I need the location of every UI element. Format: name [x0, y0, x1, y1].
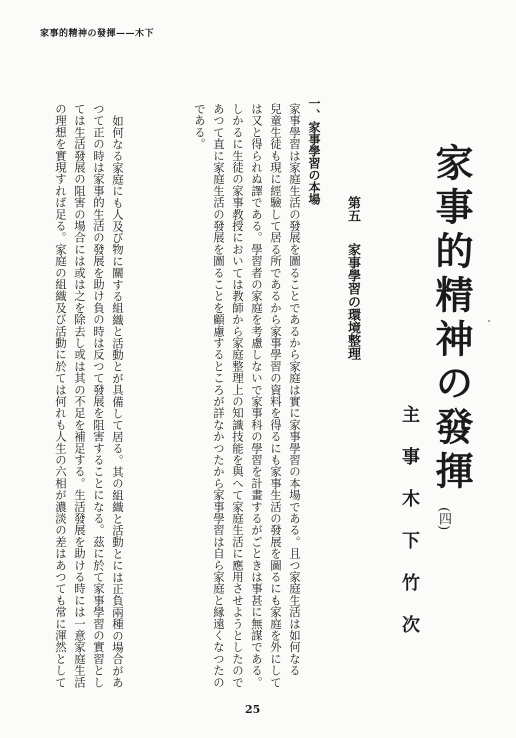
chapter-title: 家事學習の環境整理 [345, 243, 360, 360]
section-heading: 一、家事學習の本場 [307, 97, 321, 205]
body-line: あつて直に家庭生活の發展を圖ることを顧慮するところが詳なかつたから家事學習は自ら家庭と縁遠くなつたの [212, 103, 226, 688]
body-line: 兒童生徒も現に經驗して居る所であるから家事學習の資料を得るにも家事生活の發展を圖るにも家庭を外にして [269, 103, 283, 688]
body-line: 如何なる家庭にも人及び物に關する組織と活動とが具備して居る。其の組織と活動とには正負兩種の場合があ [111, 115, 125, 689]
running-header: 家事的精神の發揮——木下 [40, 29, 155, 39]
article-part-number: (四) [436, 507, 451, 531]
body-line: は又と得られぬ譯である。學習者の家庭を考慮しないで家事科の學習を計畫するがごときは事甚に無謀である。 [250, 103, 264, 688]
chapter-number: 第五 [345, 196, 360, 222]
paper-speck [488, 320, 490, 322]
body-line: しかるに生徒の家事教授においては教師から家庭整理上の知識技能を與へて家庭生活に應用させようとしたので [231, 103, 245, 688]
article-author: 主事木下竹次 [399, 405, 420, 657]
body-line: の理想を實現すれば足る。家庭の組織及び活動に於ては何れも人生の六相が濃淡の差はあつても常に渾然として [54, 103, 68, 688]
body-line: つて正の時は家事的生活の發展を助け負の時は反つて發展を阻害することになる。茲に於て家事學習の實習とし [92, 103, 106, 688]
article-title: 家事的精神の發揮 [429, 143, 474, 495]
body-line: 家事學習は家庭生活の發展を圖ることであるから家庭は實に家事學習の本場である。且つ家庭生活は如何なる [288, 103, 302, 677]
body-line: ては生活發展の阻害の場合には或は之を除去し或は其の不足を補足する。生活發展を助ける時には一意家庭生活 [73, 103, 87, 688]
body-line: である。 [193, 103, 207, 150]
page-number: 25 [245, 703, 261, 716]
